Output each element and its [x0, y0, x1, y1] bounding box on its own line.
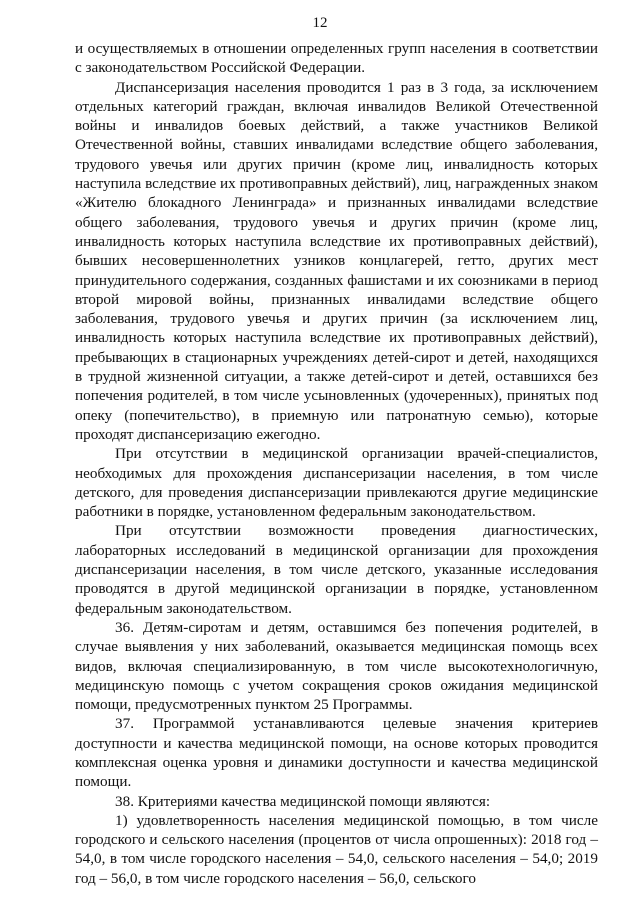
paragraph-continuation: и осуществляемых в отношении определенных групп населения в соответствии с законодательством Российской Федерации.: [75, 40, 598, 77]
paragraph-criterion-1: 1) удовлетворенность населения медицинской помощью, в том числе городского и сельского населения (процентов от числа опрошенных): 2018 год – 54,0, в том числе городского населения – 54,0, сельского населения – 54,0; 2019 год – 56,0, в том числе городского населения – 56,0, сельского: [75, 811, 598, 887]
paragraph-item-36: 36. Детям-сиротам и детям, оставшимся без попечения родителей, в случае выявления у них заболеваний, оказывается медицинская помощь всех видов, включая специализированную, в том числе высокотехнологичную, медицинскую помощь с учетом сокращения сроков ожидания медицинской помощи, предусмотренных пунктом 25 Программы.: [75, 618, 598, 714]
paragraph-dispensary-frequency: Диспансеризация населения проводится 1 раз в 3 года, за исключением отдельных категорий граждан, включая инвалидов Великой Отечественной войны и инвалидов боевых действий, а также участников Великой Отечественной войны, ставших инвалидами вследствие общего заболевания, трудового увечья или других причин (кроме лиц, инвалидность которых наступила вследствие их противоправных действий), лиц, награжденных знаком «Жителю блокадного Ленинграда» и признанных инвалидами вследствие общего заболевания, трудового увечья и других причин (кроме лиц, инвалидность которых наступила вследствие их противоправных действий), бывших несовершеннолетних узников концлагерей, гетто, других мест принудительного содержания, созданных фашистами и их союзниками в период второй мировой войны, признанных инвалидами вследствие общего заболевания, трудового увечья и других причин (за исключением лиц, инвалидность которых наступила вследствие их противоправных действий), пребывающих в стационарных учреждениях детей-сирот и детей, находящихся в трудной жизненной ситуации, а также детей-сирот и детей, оставшихся без попечения родителей, в том числе усыновленных (удочеренных), принятых под опеку (попечительство), в приемную или патронатную семью), которые проходят диспансеризацию ежегодно.: [75, 78, 598, 443]
paragraph-missing-diagnostics: При отсутствии возможности проведения диагностических, лабораторных исследований в медицинской организации для прохождения диспансеризации населения, в том числе детского, указанные исследования проводятся в другой медицинской организации в порядке, установленном федеральным законодательством.: [75, 522, 598, 617]
paragraph-item-37: 37. Программой устанавливаются целевые значения критериев доступности и качества медицинской помощи, на основе которых проводится комплексная оценка уровня и динамики доступности и качества медицинской помощи.: [75, 715, 598, 791]
paragraph-missing-specialists: При отсутствии в медицинской организации врачей-специалистов, необходимых для прохождения диспансеризации населения, в том числе детского, для проведения диспансеризации привлекаются другие медицинские работники в порядке, установленном федеральным законодательством.: [75, 445, 598, 521]
paragraph-item-38: 38. Критериями качества медицинской помощи являются:: [115, 792, 491, 810]
document-body: [75, 39, 598, 888]
page-number: 12: [312, 15, 328, 31]
